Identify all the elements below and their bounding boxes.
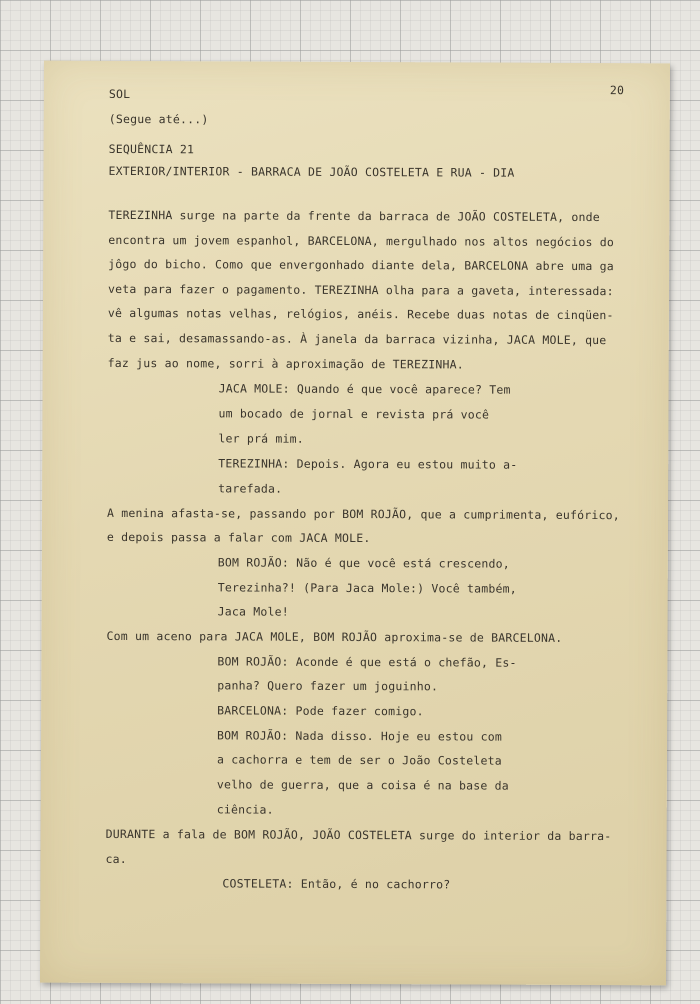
dialogue-line: um bocado de jornal e revista prá você — [218, 406, 490, 422]
scene-setting: EXTERIOR/INTERIOR - BARRACA DE JOÃO COSTELETA E RUA - DIA — [108, 163, 515, 180]
script-title: SOL — [108, 86, 131, 102]
action-line: TEREZINHA surge na parte da frente da barraca de JOÃO COSTELETA, onde — [108, 207, 600, 225]
dialogue-line: JACA MOLE: Quando é que você aparece? Tem — [218, 381, 511, 397]
action-line: A menina afasta-se, passando por BOM ROJÃO, que a cumprimenta, eufórico, — [107, 505, 620, 523]
action-line: ta e sai, desamassando-as. À janela da barraca vizinha, JACA MOLE, que — [107, 330, 607, 348]
dialogue-line: velho de guerra, que a coisa é na base da — [216, 777, 509, 793]
action-line: e depois passa a falar com JACA MOLE. — [106, 529, 371, 546]
action-line: ca. — [105, 851, 127, 867]
continuation-note: (Segue até...) — [108, 111, 209, 127]
typewritten-page — [40, 61, 670, 986]
dialogue-line: tarefada. — [218, 481, 283, 496]
dialogue-line: ler prá mim. — [218, 431, 304, 446]
action-line: Com um aceno para JACA MOLE, BOM ROJÃO aproxima-se de BARCELONA. — [106, 628, 563, 645]
dialogue-line: TEREZINHA: Depois. Agora eu estou muito a- — [218, 456, 518, 472]
action-line: encontra um jovem espanhol, BARCELONA, mergulhado nos altos negócios do — [108, 232, 615, 250]
action-line: veta para fazer o pagamento. TEREZINHA olha para a gaveta, interessada: — [107, 281, 614, 299]
action-line: vê algumas notas velhas, relógios, anéis. Recebe duas notas de cinqüen- — [107, 305, 614, 323]
action-line: DURANTE a fala de BOM ROJÃO, JOÃO COSTELETA surge do interior da barra- — [105, 826, 612, 844]
dialogue-line: panha? Quero fazer um joguinho. — [217, 678, 439, 694]
page-number: 20 — [609, 83, 625, 98]
dialogue-line: BOM ROJÃO: Nada disso. Hoje eu estou com — [217, 728, 503, 744]
dialogue-line: Jaca Mole! — [217, 604, 289, 619]
dialogue-line: BARCELONA: Pode fazer comigo. — [217, 703, 424, 719]
dialogue-line: BOM ROJÃO: Aconde é que está o chefão, Es- — [217, 654, 517, 670]
dialogue-line: BOM ROJÃO: Não é que você está crescendo, — [217, 555, 510, 571]
action-line: faz jus ao nome, sorri à aproximação de TEREZINHA. — [107, 355, 464, 372]
dialogue-line: Terezinha?! (Para Jaca Mole:) Você também, — [217, 580, 517, 596]
dialogue-line: ciência. — [216, 802, 274, 817]
action-line: jôgo do bicho. Como que envergonhado diante dela, BARCELONA abre uma ga — [108, 256, 614, 274]
dialogue-line: a cachorra e tem de ser o João Costeleta — [216, 752, 502, 768]
dialogue-line: COSTELETA: Então, é no cachorro? — [222, 876, 451, 892]
sequence-heading: SEQUÊNCIA 21 — [108, 141, 195, 157]
